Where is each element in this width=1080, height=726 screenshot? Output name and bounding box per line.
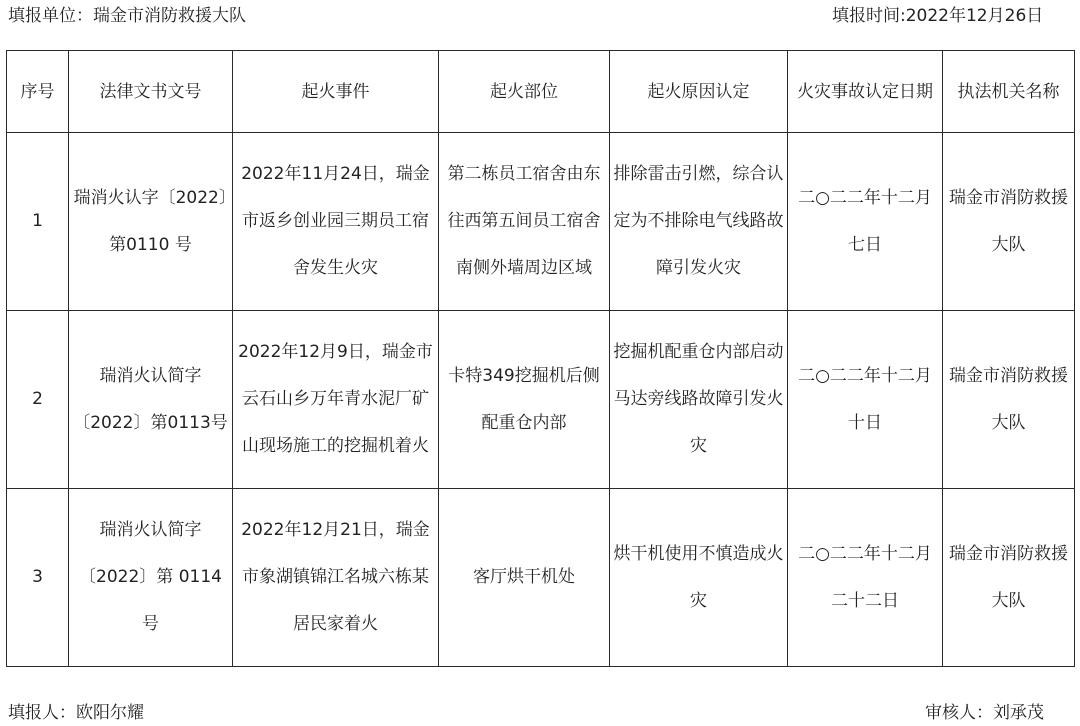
cell-date: 二○二二年十二月二十二日	[788, 489, 943, 667]
cell-date: 二○二二年十二月十日	[788, 311, 943, 489]
cell-no: 3	[7, 489, 69, 667]
col-header-no: 序号	[7, 51, 69, 133]
table-row	[7, 489, 1075, 667]
cell-date: 二○二二年十二月七日	[788, 133, 943, 311]
cell-authority: 瑞金市消防救援大队	[943, 311, 1075, 489]
cell-authority: 瑞金市消防救援大队	[943, 489, 1075, 667]
filler-name: 填报人：欧阳尔耀	[8, 703, 144, 723]
col-header-doc-no: 法律文书文号	[69, 51, 233, 133]
cell-no: 2	[7, 311, 69, 489]
cell-event: 2022年12月21日，瑞金市象湖镇锦江名城六栋某居民家着火	[233, 489, 439, 667]
cell-event: 2022年11月24日，瑞金市返乡创业园三期员工宿舍发生火灾	[233, 133, 439, 311]
table-row	[7, 133, 1075, 311]
col-header-date: 火灾事故认定日期	[788, 51, 943, 133]
cell-doc-no: 瑞消火认字〔2022〕第0110 号	[69, 133, 233, 311]
col-header-location: 起火部位	[439, 51, 610, 133]
col-header-event: 起火事件	[233, 51, 439, 133]
cell-location: 第二栋员工宿舍由东往西第五间员工宿舍南侧外墙周边区域	[439, 133, 610, 311]
cell-location: 客厅烘干机处	[439, 489, 610, 667]
col-header-authority: 执法机关名称	[943, 51, 1075, 133]
reporting-time: 填报时间:2022年12月26日	[832, 6, 1044, 26]
cell-doc-no: 瑞消火认简字〔2022〕第0113号	[69, 311, 233, 489]
col-header-cause: 起火原因认定	[610, 51, 788, 133]
cell-cause: 排除雷击引燃，综合认定为不排除电气线路故障引发火灾	[610, 133, 788, 311]
reporting-unit: 填报单位：瑞金市消防救援大队	[8, 6, 246, 26]
cell-cause: 烘干机使用不慎造成火灾	[610, 489, 788, 667]
fire-records-table	[6, 50, 1075, 667]
cell-cause: 挖掘机配重仓内部启动马达旁线路故障引发火灾	[610, 311, 788, 489]
cell-location: 卡特349挖掘机后侧配重仓内部	[439, 311, 610, 489]
document-header	[0, 0, 1080, 30]
table-row	[7, 311, 1075, 489]
cell-doc-no: 瑞消火认简字〔2022〕第 0114号	[69, 489, 233, 667]
cell-authority: 瑞金市消防救援大队	[943, 133, 1075, 311]
cell-event: 2022年12月9日，瑞金市云石山乡万年青水泥厂矿山现场施工的挖掘机着火	[233, 311, 439, 489]
fire-records-table-wrapper	[6, 50, 1074, 667]
reviewer-name: 审核人：刘承茂	[925, 703, 1044, 723]
cell-no: 1	[7, 133, 69, 311]
table-header-row	[7, 51, 1075, 133]
